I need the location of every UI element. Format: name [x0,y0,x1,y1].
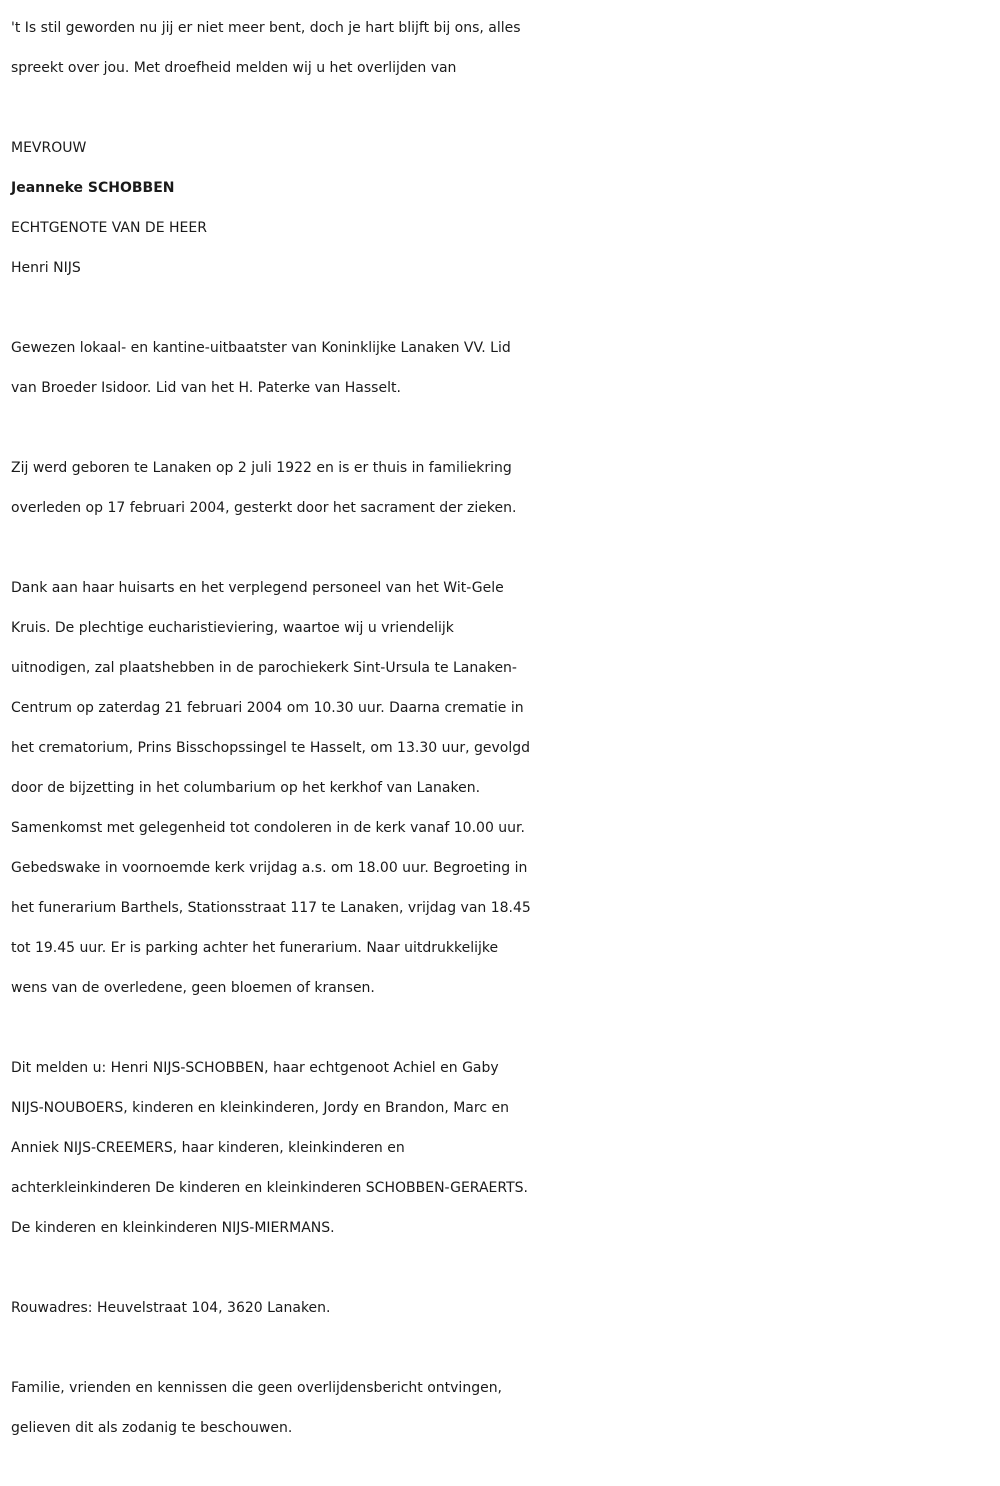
ceremony-line: wens van de overledene, geen bloemen of kransen. [11,980,375,996]
paragraph-gap [11,88,991,128]
family-line: Anniek NIJS-CREEMERS, haar kinderen, kleinkinderen en [11,1140,405,1156]
birth-death-paragraph [11,448,991,528]
family-line: Dit melden u: Henri NIJS-SCHOBBEN, haar echtgenoot Achiel en Gaby [11,1060,499,1076]
address-paragraph [11,1288,991,1328]
ceremony-line: Kruis. De plechtige eucharistieviering, waartoe wij u vriendelijk [11,620,454,636]
ceremony-line: het crematorium, Prins Bisschopssingel te Hasselt, om 13.30 uur, gevolgd [11,740,531,756]
paragraph-gap [11,288,991,328]
paragraph-gap [11,528,991,568]
ceremony-line: door de bijzetting in het columbarium op het kerkhof van Lanaken. [11,780,481,796]
birth-death-line: overleden op 17 februari 2004, gesterkt door het sacrament der zieken. [11,500,517,516]
family-paragraph [11,1048,991,1248]
paragraph-gap [11,408,991,448]
ceremony-line: uitnodigen, zal plaatshebben in de parochiekerk Sint-Ursula te Lanaken- [11,660,517,676]
intro-paragraph [11,8,991,88]
family-line: NIJS-NOUBOERS, kinderen en kleinkinderen, Jordy en Brandon, Marc en [11,1100,509,1116]
ceremony-line: het funerarium Barthels, Stationsstraat 117 te Lanaken, vrijdag van 18.45 [11,900,531,916]
closing-line: gelieven dit als zodanig te beschouwen. [11,1420,293,1436]
closing-line: Familie, vrienden en kennissen die geen overlijdensbericht ontvingen, [11,1380,503,1396]
bio-paragraph [11,328,991,408]
deceased-relation: ECHTGENOTE VAN DE HEER [11,220,207,236]
ceremony-line: Samenkomst met gelegenheid tot condoleren in de kerk vanaf 10.00 uur. [11,820,525,836]
family-line: achterkleinkinderen De kinderen en kleinkinderen SCHOBBEN-GERAERTS. [11,1180,528,1196]
ceremony-line: tot 19.45 uur. Er is parking achter het funerarium. Naar uitdrukkelijke [11,940,499,956]
family-line: De kinderen en kleinkinderen NIJS-MIERMANS. [11,1220,335,1236]
paragraph-gap [11,1328,991,1368]
bio-line: van Broeder Isidoor. Lid van het H. Paterke van Hasselt. [11,380,401,396]
deceased-block [11,128,991,288]
ceremony-paragraph [11,568,991,1008]
ceremony-line: Gebedswake in voornoemde kerk vrijdag a.s. om 18.00 uur. Begroeting in [11,860,528,876]
closing-paragraph [11,1368,991,1448]
paragraph-gap [11,1008,991,1048]
intro-line: 't Is stil geworden nu jij er niet meer bent, doch je hart blijft bij ons, alles [11,20,521,36]
spouse-name: Henri NIJS [11,260,81,276]
ceremony-line: Centrum op zaterdag 21 februari 2004 om 10.30 uur. Daarna crematie in [11,700,524,716]
deceased-name: Jeanneke SCHOBBEN [11,180,175,196]
bio-line: Gewezen lokaal- en kantine-uitbaatster van Koninklijke Lanaken VV. Lid [11,340,511,356]
mourning-address: Rouwadres: Heuvelstraat 104, 3620 Lanaken. [11,1300,331,1316]
paragraph-gap [11,1248,991,1288]
deceased-title: MEVROUW [11,140,87,156]
intro-line: spreekt over jou. Met droefheid melden wij u het overlijden van [11,60,457,76]
birth-death-line: Zij werd geboren te Lanaken op 2 juli 1922 en is er thuis in familiekring [11,460,512,476]
obituary-document [11,8,991,1448]
ceremony-line: Dank aan haar huisarts en het verplegend personeel van het Wit-Gele [11,580,504,596]
